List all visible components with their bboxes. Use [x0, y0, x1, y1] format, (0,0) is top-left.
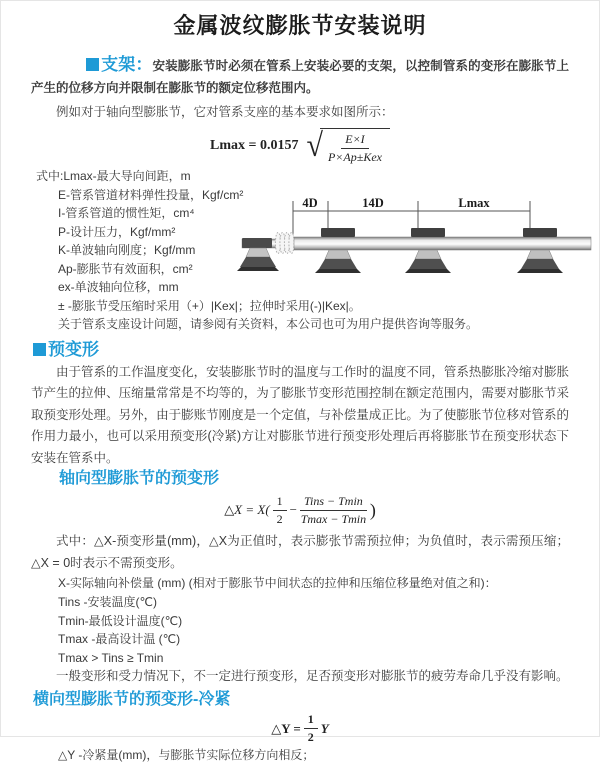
minus-sign: − [289, 502, 298, 517]
pipe [294, 237, 591, 250]
predeform-heading-text: 预变形 [48, 339, 99, 359]
pipe-support [517, 228, 563, 273]
variable-item: P-设计压力，Kgf/mm² [58, 224, 176, 239]
dim-label-lmax: Lmax [458, 196, 490, 210]
lateral-note-line: △Y -冷紧量(mm)，与膨胀节实际位移方向相反； [58, 747, 315, 762]
support-example-line: 例如对于轴向型膨胀节，它对管系支座的基本要求如图所示： [56, 105, 394, 119]
blue-square-bullet [33, 343, 46, 356]
closing-paren: ) [369, 500, 376, 520]
one-half-fraction [304, 712, 318, 745]
pipe-support-spacing-diagram [236, 195, 596, 287]
sqrt-radical-sign: √ [306, 127, 323, 164]
page-title: 金属波纹膨胀节安装说明 [173, 13, 427, 38]
predeform-body-paragraph: 由于管系的工作温度变化，安装膨胀节时的温度与工作时的温度不同，管系热膨胀冷缩对膨胀节产生的拉伸、压缩量常常是不均等的，为了膨胀节变形范围控制在额定范围内，需要对膨胀节采取预变形处理。另外，由于膨账节刚度是一个定值，与补偿量成正比。为了使膨胀节位移对管系的作用力最小，也可以采用预变形(冷紧)方让对膨胀节进行预变形处理后再将膨胀节在预变形状态下安装在管系中。 [31, 364, 569, 465]
temp-definition-line: Tins -安装温度(℃) [58, 595, 158, 609]
axial-predeform-formula [31, 493, 569, 527]
variable-item: E-管系管道材料弹性投量，Kgf/cm² [58, 187, 244, 202]
formula-lhs: △X = X( [224, 502, 270, 517]
one-half-fraction [273, 494, 287, 527]
fraction-numerator: 1 [304, 712, 318, 729]
sqrt-radicand [320, 128, 390, 165]
pipe-support [405, 228, 451, 273]
variable-item: 式中:Lmax-最大导向间距，m [36, 169, 191, 183]
dim-label-4d: 4D [302, 196, 318, 210]
fraction-numerator: 1 [273, 494, 287, 511]
formula-fraction [328, 132, 382, 165]
variable-item: ex-单波轴向位移，mm [58, 280, 179, 294]
blue-square-bullet [86, 58, 99, 71]
fraction-denominator: 2 [276, 511, 283, 526]
section-heading-predeform [33, 340, 569, 360]
temp-relation-line: Tmax > Tins ≥ Tmin [58, 650, 164, 665]
support-intro-paragraph [31, 54, 569, 99]
x-definition-line: X-实际轴向补偿量 (mm) (相对于膨胀节中间状态的拉伸和压缩位移量绝对值之和)： [58, 576, 497, 590]
fraction-numerator: E×I [341, 132, 368, 149]
section-heading-support: 支架： [101, 55, 153, 74]
formula-rhs: Y [320, 720, 329, 736]
fraction-numerator: Tins − Tmin [300, 494, 367, 511]
temp-definition-line: Tmin-最低设计温度(℃) [58, 613, 183, 628]
variables-and-diagram-region [31, 167, 569, 315]
formula-lhs: △Y = [271, 720, 301, 736]
pipe-support [315, 228, 361, 273]
lateral-predeform-heading: 横向型膨胀节的预变形-冷紧 [33, 690, 231, 708]
support-intro-text: 安装膨胀节时必须在管系上安装必要的支架，以控制管系的变形在膨胀节上产生的位移方向并限制在膨胀节的额定位移范围内。 [31, 59, 569, 95]
variable-item: I-管系管道的惯性矩，cm⁴ [58, 206, 195, 220]
formula-lhs: Lmax = 0.0157 [210, 138, 299, 153]
axial-predeform-heading: 轴向型膨胀节的预变形 [59, 470, 220, 487]
bellows-convolutions [275, 233, 294, 254]
axial-note-line: 一般变形和受力情况下，不一定进行预变形，足否预变形对膨胀节的疲劳寿命几乎没有影响。 [56, 669, 569, 683]
lateral-predeform-formula [31, 714, 569, 744]
fraction-denominator: 2 [307, 730, 314, 744]
lmax-formula [31, 129, 569, 163]
dimension-labels [302, 196, 490, 210]
fraction-denominator: Tmax − Tmin [300, 511, 367, 526]
temperature-fraction [300, 494, 367, 527]
variable-item: ± -膨胀节受压缩时采用（+）|Kex|；拉伸时采用(-)|Kex|。 [58, 298, 361, 313]
variable-item: K-单波轴向刚度；Kgf/mm [58, 243, 196, 257]
dim-label-14d: 14D [362, 196, 384, 210]
fraction-denominator: P×Ap±Kex [327, 149, 382, 164]
variable-item: Ap-膨胀节有效面积，cm² [58, 261, 193, 276]
temp-definition-line: Tmax -最高设计温 (℃) [58, 632, 181, 646]
service-note-line: 关于管系支座设计问题，请参阅有关资料，本公司也可为用户提供咨询等服务。 [58, 317, 479, 331]
axial-formula-explanation: 式中：△X-预变形量(mm)，△X为正值时，表示膨张节需预拉伸；为负值时，表示需预压缩；△X = 0时表示不需预变形。 [31, 534, 569, 570]
